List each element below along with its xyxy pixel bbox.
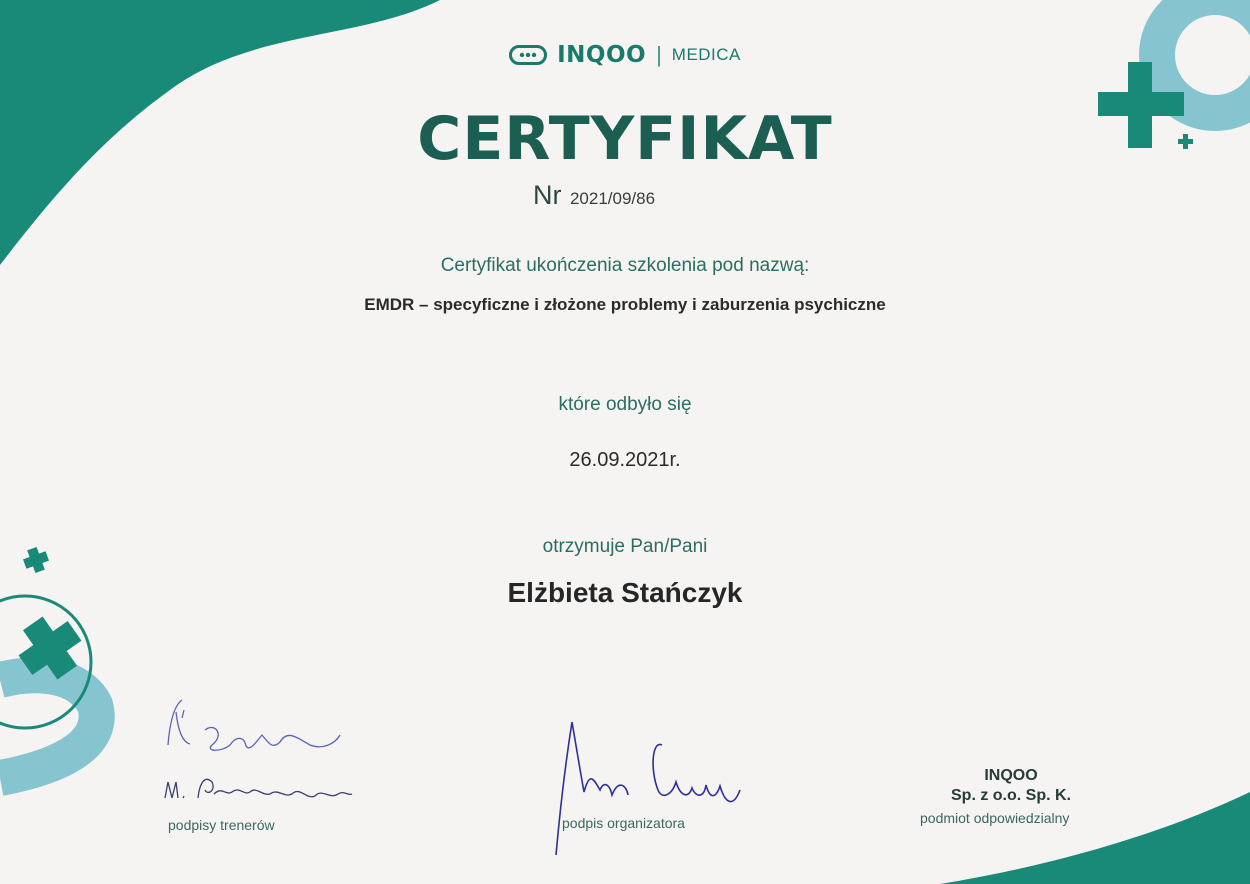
course-name: EMDR – specyficzne i złożone problemy i zaburzenia psychiczne (364, 295, 886, 314)
organizer-caption: podpis organizatora (562, 815, 685, 831)
certificate-number (533, 180, 655, 211)
responsible-caption: podmiot odpowiedzialny (920, 810, 1070, 826)
recipient-name: Elżbieta Stańczyk (507, 577, 743, 608)
company-line-2: Sp. z o.o. Sp. K. (951, 787, 1071, 804)
number-label: Nr (533, 180, 562, 210)
trainers-caption: podpisy trenerów (168, 817, 275, 833)
logo (0, 40, 1250, 70)
trainer-signature-2 (165, 779, 352, 798)
logo-subtitle: MEDICA (671, 45, 741, 64)
inqoo-logo-icon (509, 45, 547, 65)
company-name (930, 766, 1092, 806)
intro-text: Certyfikat ukończenia szkolenia pod nazwą: (440, 255, 810, 276)
certificate-title: CERTYFIKAT (417, 104, 833, 174)
logo-separator: | (656, 42, 662, 67)
trainer-signature-1 (168, 700, 340, 750)
course-date: 26.09.2021r. (569, 449, 681, 471)
company-line-1: INQOO (984, 767, 1038, 784)
number-value: 2021/09/86 (569, 189, 656, 208)
held-text: które odbyło się (558, 394, 692, 415)
organizer-signature (556, 722, 740, 855)
receives-text: otrzymuje Pan/Pani (542, 536, 708, 557)
logo-brand: INQOO (557, 42, 647, 68)
